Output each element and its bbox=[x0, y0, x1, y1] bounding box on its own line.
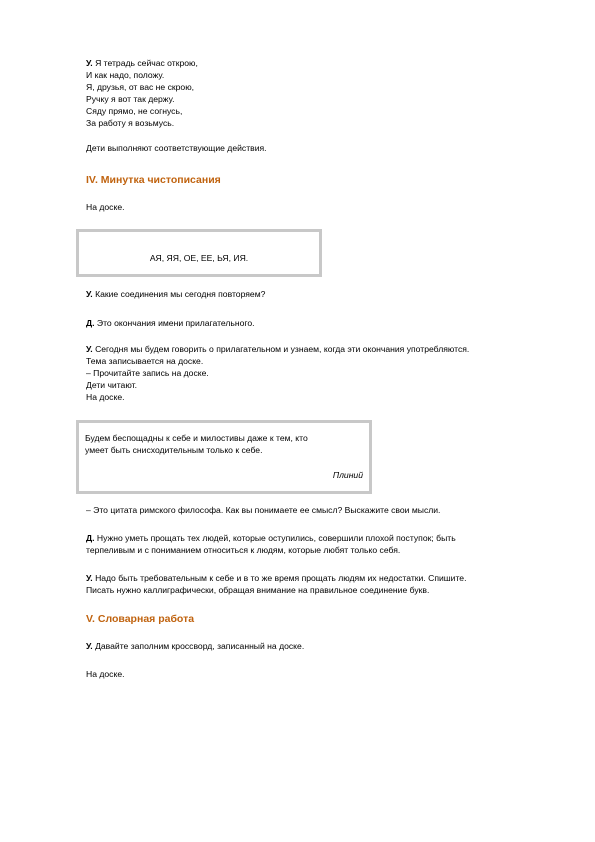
section-4-heading: IV. Минутка чистописания bbox=[86, 174, 221, 186]
on-board-note-3: На доске. bbox=[86, 669, 125, 679]
teacher-statement-2-line-2: Писать нужно каллиграфически, обращая внимание на правильное соединение букв. bbox=[86, 585, 430, 595]
statement-text: Давайте заполним кроссворд, записанный на доске. bbox=[95, 641, 305, 651]
children-answer-2-line-2: терпеливым и с пониманием относиться к людям, которые любят только себя. bbox=[86, 545, 401, 555]
statement-text: Надо быть требовательным к себе и в то же время прощать людям их недостатки. Спишите. bbox=[95, 573, 467, 583]
quote-box bbox=[76, 420, 372, 494]
discussion-question: – Это цитата римского философа. Как вы понимаете ее смысл? Выскажите свои мысли. bbox=[86, 505, 441, 515]
section-5-heading: V. Словарная работа bbox=[86, 613, 195, 625]
quote-line-1: Будем беспощадны к себе и милостивы даже к тем, кто bbox=[85, 433, 308, 443]
answer-text: Нужно уметь прощать тех людей, которые оступились, совершили плохой поступок; быть bbox=[96, 533, 456, 543]
poem-text: Я тетрадь сейчас открою, bbox=[95, 58, 198, 68]
quote-line-2: умеет быть снисходительным только к себе. bbox=[85, 445, 263, 455]
poem-line-5: Сяду прямо, не согнусь, bbox=[86, 106, 183, 116]
poem-line-3: Я, друзья, от вас не скрою, bbox=[86, 82, 195, 92]
children-answer bbox=[86, 318, 255, 329]
teacher-question bbox=[86, 289, 265, 300]
board-text: АЯ, ЯЯ, ОЕ, ЕЕ, ЬЯ, ИЯ. bbox=[149, 253, 249, 263]
teacher-statement-2 bbox=[86, 573, 466, 584]
question-text: Какие соединения мы сегодня повторяем? bbox=[95, 289, 266, 299]
on-board-note: На доске. bbox=[86, 202, 125, 212]
speaker-label: Д. bbox=[86, 533, 95, 543]
read-instruction: – Прочитайте запись на доске. bbox=[86, 368, 209, 378]
speaker-label: У. bbox=[86, 344, 93, 354]
action-note: Дети выполняют соответствующие действия. bbox=[86, 143, 267, 153]
speaker-label: У. bbox=[86, 573, 93, 583]
teacher-statement bbox=[86, 344, 469, 355]
poem-line-6: За работу я возьмусь. bbox=[86, 118, 175, 128]
speaker-label: У. bbox=[86, 641, 93, 651]
speaker-label: У. bbox=[86, 58, 93, 68]
board-box bbox=[76, 229, 322, 277]
on-board-note-2: На доске. bbox=[86, 392, 125, 402]
teacher-statement-3 bbox=[86, 641, 304, 652]
quote-text bbox=[85, 432, 308, 456]
children-read-note: Дети читают. bbox=[86, 380, 137, 390]
answer-text: Это окончания имени прилагательного. bbox=[96, 318, 255, 328]
poem-line-4: Ручку я вот так держу. bbox=[86, 94, 175, 104]
poem-line-2: И как надо, положу. bbox=[86, 70, 165, 80]
speaker-label: Д. bbox=[86, 318, 95, 328]
children-answer-2 bbox=[86, 533, 456, 544]
quote-author: Плиний bbox=[332, 470, 363, 480]
poem-line-1 bbox=[86, 58, 198, 69]
statement-text: Сегодня мы будем говорить о прилагательном и узнаем, когда эти окончания употребляются. bbox=[95, 344, 470, 354]
speaker-label: У. bbox=[86, 289, 93, 299]
topic-note: Тема записывается на доске. bbox=[86, 356, 204, 366]
